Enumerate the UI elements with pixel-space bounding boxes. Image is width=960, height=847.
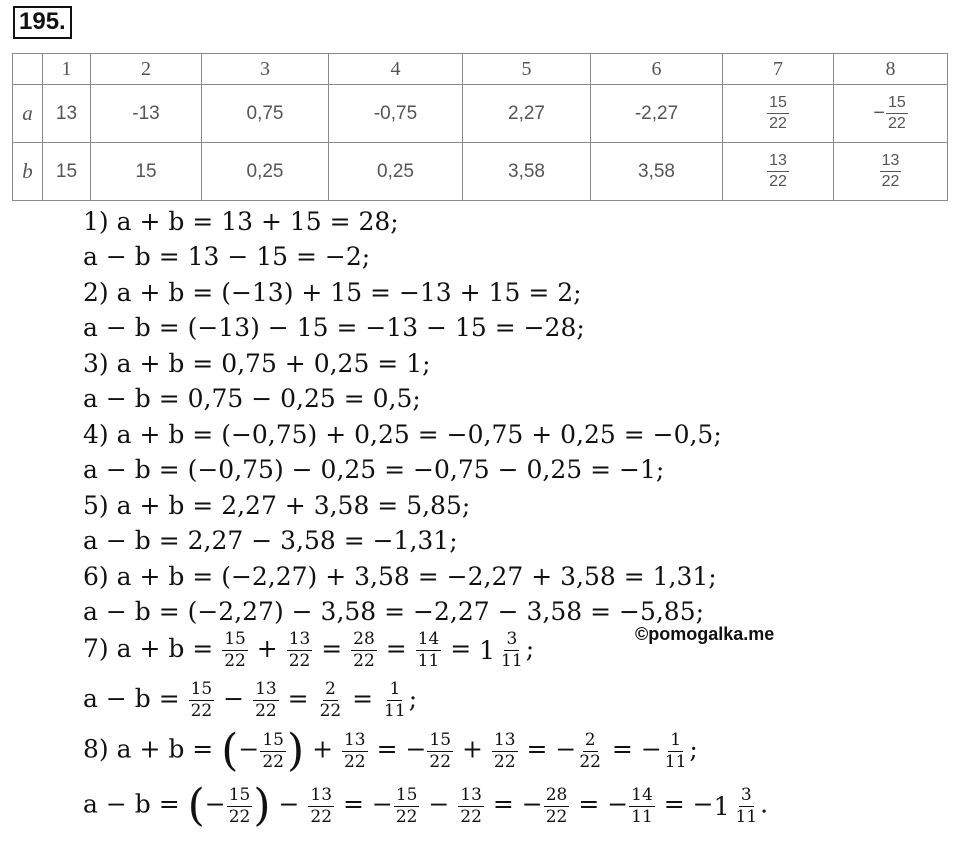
header-cell: 2 [91,54,202,85]
fraction: $\frac{13}{22}$ [255,679,277,721]
table-cell: 2,27 [463,85,591,143]
solution-line-fractions: 8) a + b = (− $\frac{15}{22}$ ) + $\frac{13}{22}$ = − $\frac{15}{22}$ + $\frac{13}{22}$ = − $\frac{2}{22}$ = − $\frac{1}{11}$ ; [83,725,698,776]
fraction: $\frac{15}{22}$ [769,94,787,132]
header-cell: 8 [834,54,948,85]
table-cell: -13 [91,85,202,143]
solution-line: a − b = 13 − 15 = −2; [83,242,371,271]
table-cell: 3,58 [591,143,723,201]
table-cell: 13 [43,85,91,143]
header-cell: 6 [591,54,723,85]
mixed-number: 1 3 11 [713,784,758,827]
fraction: $\frac{1}{11}$ [384,679,406,721]
fraction: $\frac{13}{22}$ [288,629,311,671]
table-cell-fraction [723,85,834,143]
task-number: 195. [13,6,72,39]
table-cell: 0,25 [329,143,463,201]
solution-line-fractions: a − b = $\frac{15}{22}$ − $\frac{13}{22}$ = $\frac{2}{22}$ = $\frac{1}{11}$ ; [83,679,418,721]
solution-line: a − b = (−2,27) − 3,58 = −2,27 − 3,58 = −5,85; [83,597,705,626]
mixed-number: 1 3 11 [479,629,523,671]
table-header-row [13,54,948,85]
values-table [12,53,948,201]
table-cell: 0,75 [202,85,329,143]
row-label: b [13,143,43,201]
table-cell: 0,25 [202,143,329,201]
watermark: ©pomogalka.me [635,624,775,644]
fraction: $\frac{15}{22}$ [262,729,284,772]
fraction: $\frac{13}{22}$ [769,152,787,190]
fraction: $\frac{1}{11}$ [664,729,687,772]
solution-line: 2) a + b = (−13) + 15 = −13 + 15 = 2; [83,278,582,307]
table-row [13,143,948,201]
fraction: $\frac{15}{22}$ [190,679,213,721]
header-cell: 1 [43,54,91,85]
solution-line: a − b = (−13) − 15 = −13 − 15 = −28; [83,313,585,342]
solution-line: 1) a + b = 13 + 15 = 28; [83,207,399,236]
fraction: $\frac{13}{22}$ [460,784,482,827]
table-cell: 15 [43,143,91,201]
fraction: $\frac{14}{11}$ [417,629,440,671]
fraction: $\frac{2}{22}$ [579,729,601,772]
fraction: $\frac{15}{22}$ [224,629,246,671]
fraction: $\frac{15}{22}$ [228,784,251,827]
fraction: $\frac{14}{11}$ [631,784,653,827]
fraction: $\frac{28}{22}$ [353,629,375,671]
table-row [13,85,948,143]
table-cell-fraction [723,143,834,201]
header-cell: 3 [202,54,329,85]
fraction: $\frac{2}{22}$ [319,679,342,721]
fraction: $\frac{15}{22}$ [429,729,452,772]
fraction: $\frac{13}{22}$ [881,152,900,190]
solution-line: a − b = (−0,75) − 0,25 = −0,75 − 0,25 = −1; [83,455,665,484]
solution-line-fractions: 7) a + b = $\frac{15}{22}$ + $\frac{13}{22}$ = $\frac{28}{22}$ = $\frac{14}{11}$ = 1 3 11 ; [83,629,535,671]
solution-line-fractions: a − b = (− $\frac{15}{22}$ ) − $\frac{13}{22}$ = − $\frac{15}{22}$ − $\frac{13}{22}$ = − $\frac{28}{22}$ = − $\frac{14}{11}$ = − 1 3 11 . [83,780,769,831]
solution-line: a − b = 0,75 − 0,25 = 0,5; [83,384,421,413]
table-cell: 15 [91,143,202,201]
fraction: $\frac{13}{22}$ [343,729,366,772]
solution-line: 3) a + b = 0,75 + 0,25 = 1; [83,349,431,378]
fraction: $\frac{13}{22}$ [310,784,333,827]
table-cell-fraction [834,85,948,143]
minus-sign: − [873,102,885,124]
fraction: $\frac{13}{22}$ [493,729,516,772]
header-cell: 4 [329,54,463,85]
table-cell: 3,58 [463,143,591,201]
table-cell-fraction [834,143,948,201]
header-cell: 5 [463,54,591,85]
solution-line: 4) a + b = (−0,75) + 0,25 = −0,75 + 0,25 = −0,5; [83,420,722,449]
header-cell [13,54,43,85]
solution-line: 6) a + b = (−2,27) + 3,58 = −2,27 + 3,58 = 1,31; [83,562,717,591]
fraction: $\frac{28}{22}$ [545,784,568,827]
header-cell: 7 [723,54,834,85]
solution-line: 5) a + b = 2,27 + 3,58 = 5,85; [83,491,471,520]
table-cell: -0,75 [329,85,463,143]
solution-line: a − b = 2,27 − 3,58 = −1,31; [83,526,458,555]
row-label: a [13,85,43,143]
fraction: $\frac{15}{22}$ [887,94,906,132]
table-cell: -2,27 [591,85,723,143]
fraction: $\frac{15}{22}$ [395,784,418,827]
